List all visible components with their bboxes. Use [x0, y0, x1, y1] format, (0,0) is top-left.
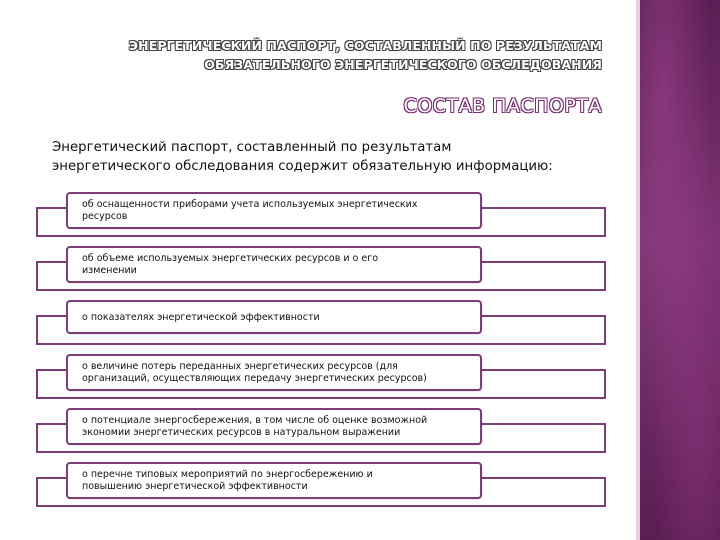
list-item-card — [66, 192, 482, 229]
list-item-line: ресурсов — [82, 211, 128, 222]
list-item-line: об оснащенности приборами учета используемых энергетических — [82, 199, 418, 210]
list-item-line: о потенциале энергосбережения, в том числе об оценке возможной — [82, 415, 428, 426]
list-item-line: о показателях энергетической эффективности — [82, 312, 320, 323]
list-item-line: изменении — [82, 265, 137, 276]
list-item — [36, 244, 608, 298]
title-line-1: ЭНЕРГЕТИЧЕСКИЙ ПАСПОРТ, СОСТАВЛЕННЫЙ ПО РЕЗУЛЬТАТАМ — [128, 38, 602, 53]
list-item-line: о перечне типовых мероприятий по энергосбережению и — [82, 469, 373, 480]
list-item-line: о величине потерь переданных энергетических ресурсов (для — [82, 361, 398, 372]
list-item-card — [66, 462, 482, 499]
slide-title — [120, 36, 602, 74]
title-line-2: ОБЯЗАТЕЛЬНОГО ЭНЕРГЕТИЧЕСКОГО ОБСЛЕДОВАНИЯ — [204, 57, 602, 72]
decorative-side-panel — [640, 0, 720, 540]
intro-line-2: энергетического обследования содержит обязательную информацию: — [52, 159, 553, 174]
intro-text — [52, 138, 612, 176]
list-item — [36, 406, 608, 460]
list-item-card — [66, 300, 482, 334]
list-item-line: повышению энергетической эффективности — [82, 481, 308, 492]
list-item — [36, 190, 608, 244]
list-item — [36, 352, 608, 406]
list-item-line: организаций, осуществляющих передачу энергетических ресурсов) — [82, 373, 427, 384]
intro-line-1: Энергетический паспорт, составленный по результатам — [52, 140, 452, 155]
list-item-line: об объеме используемых энергетических ресурсов и о его — [82, 253, 379, 264]
list-item-card — [66, 408, 482, 445]
list-item — [36, 298, 608, 352]
slide-subtitle: СОСТАВ ПАСПОРТА — [403, 95, 602, 117]
info-list — [36, 190, 608, 514]
list-item — [36, 460, 608, 514]
list-item-line: экономии энергетических ресурсов в натуральном выражении — [82, 427, 401, 438]
list-item-card — [66, 246, 482, 283]
list-item-card — [66, 354, 482, 391]
